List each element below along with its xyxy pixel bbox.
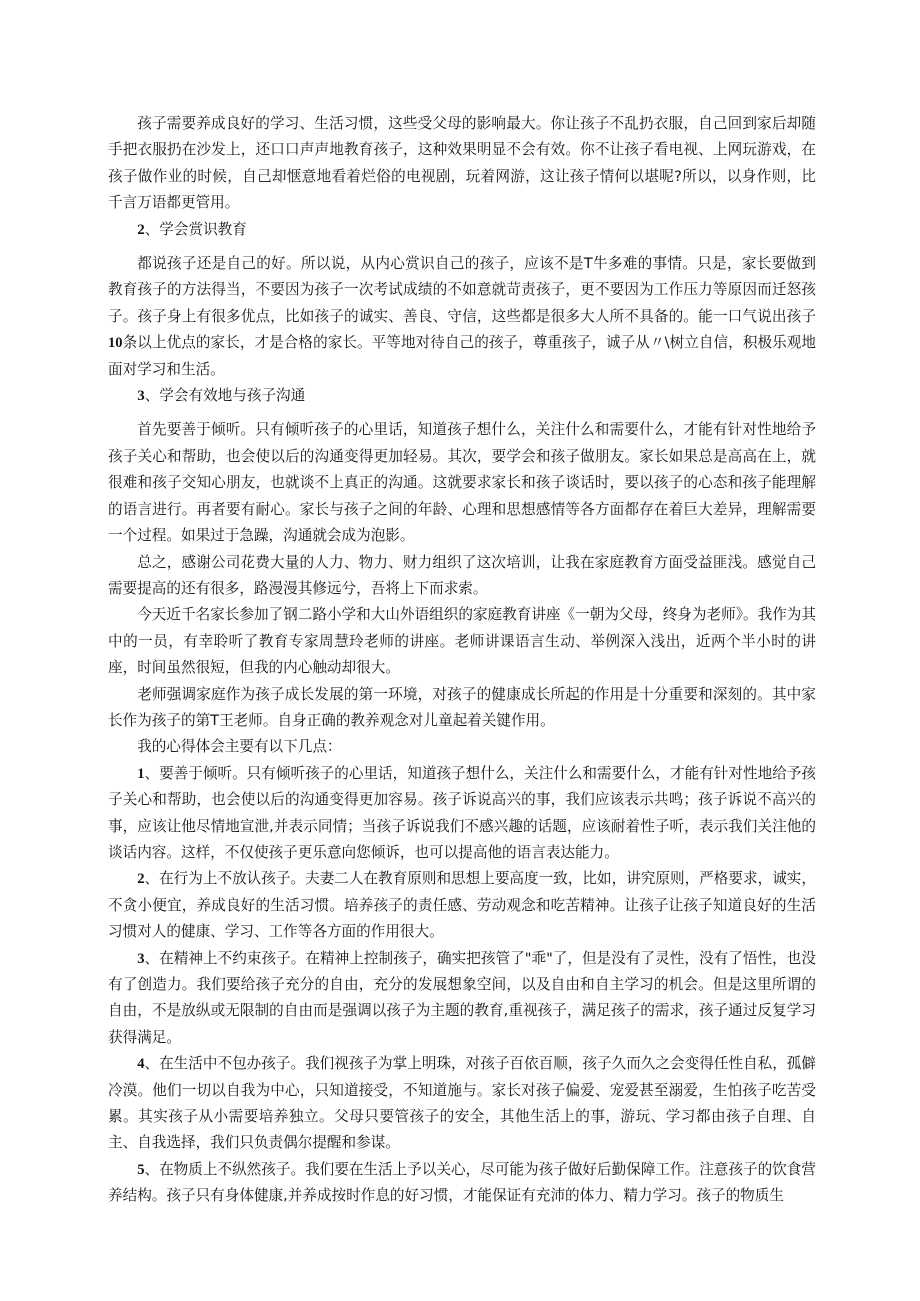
item-number: 5 [137, 1161, 145, 1178]
heading-appreciation-education [108, 217, 816, 243]
list-item-5 [108, 1157, 816, 1210]
list-item-1 [108, 761, 816, 867]
item-text: 、在行为上不放认孩子。夫妻二人在教育原则和思想上要高度一致，比如，讲究原则，严格要求，诚实，不贪小便宜，养成良好的生活习惯。培养孩子的责任感、劳动观念和吃苦精神。让孩子让孩子知道良好的生活习惯对人的健康、学习、工作等各方面的作用很大。 [108, 870, 816, 941]
list-item-4 [108, 1051, 816, 1157]
paragraph-conclusion: 总之，感谢公司花费大量的人力、物力、财力组织了这次培训，让我在家庭教育方面受益匪浅。感觉自己需要提高的还有很多，路漫漫其修远兮，吾将上下而求索。 [108, 553, 816, 597]
heading-number: 2 [137, 221, 145, 238]
paragraph-family-environment: 老师强调家庭作为孩子成长发展的第一环境，对孩子的健康成长所起的作用是十分重要和深刻的。其中家长作为孩子的第T王老师。自身正确的教养观念对儿童起着关键作用。 [108, 685, 816, 729]
item-number: 3 [137, 950, 145, 967]
paragraph-living-habits: 孩子需要养成良好的学习、生活习惯，这些受父母的影响最大。你让孩子不乱扔衣服，自己回到家后却随手把衣服扔在沙发上，还口口声声地教育孩子，这种效果明显不会有效。你不让孩子看电视、上网玩游戏，在孩子做作业的时候，自己却惬意地看着烂俗的电视剧，玩着网游，这让孩子情何以堪呢?所以，以身作则，比千言万语都更管用。 [108, 115, 816, 212]
paragraph-listening: 首先要善于倾听。只有倾听孩子的心里话，知道孩子想什么，关注什么和需要什么，才能有针对性地给予孩子关心和帮助，也会使以后的沟通变得更加轻易。其次，要学会和孩子做朋友。家长如果总是高高在上，就很难和孩子交知心朋友，也就谈不上真正的沟通。这就要求家长和孩子谈话时，要以孩子的心态和孩子能理解的语言进行。再者要有耐心。家长与孩子之间的年龄、心理和思想感情等各方面都存在着巨大差异，理解需要一个过程。如果过于急躁，沟通就会成为泡影。 [108, 421, 816, 545]
heading-number: 3 [137, 388, 145, 405]
heading-text: 、学会赏识教育 [144, 220, 247, 238]
paragraph-text: 都说孩子还是自己的好。所以说，从内心赏识自己的孩子，应该不是T牛多难的事情。只是，家长要做到教育孩子的方法得当，不要因为孩子一次考试成绩的不如意就苛责孩子，更不要因为工作压力等原因而迁怒孩子。孩子身上有很多优点，比如孩子的诚实、善良、守信，这些都是很多大人所不具备的。能一口气说出孩子 [108, 255, 816, 325]
item-text: 、在生活中不包办孩子。我们视孩子为掌上明珠，对孩子百依百顺，孩子久而久之会变得任性自私，孤僻冷漠。他们一切以自我为中心，只知道接受，不知道施与。家长对孩子偏爱、宠爱甚至溺爱，生怕孩子吃苦受累。其实孩子从小需要培养独立。父母只要管孩子的安全，其他生活上的事，游玩、学习都由孩子自理、自主、自我选择，我们只负责偶尔提醒和参谋。 [108, 1055, 816, 1152]
item-number: 1 [137, 765, 145, 782]
item-text: 、要善于倾听。只有倾听孩子的心里话，知道孩子想什么，关注什么和需要什么，才能有针对性地给予孩子关心和帮助，也会使以后的沟通变得更加容易。孩子诉说高兴的事，我们应该表示共鸣；孩子诉说不高兴的事，应该让他尽情地宣泄,并表示同情；当孩子诉说我们不感兴趣的话题，应该耐着性子听，表示我们关注他的谈话内容。这样，不仅使孩子更乐意向您倾诉，也可以提高他的语言表达能力。 [108, 764, 816, 861]
paragraph-lecture-intro: 今天近千名家长参加了钢二路小学和大山外语组织的家庭教育讲座《一朝为父母，终身为老师》。我作为其中的一员，有幸聆听了教育专家周慧玲老师的讲座。老师讲课语言生动、举例深入浅出，近两个半小时的讲座，时间虽然很短，但我的内心触动却很大。 [108, 606, 816, 677]
heading-effective-communication [108, 383, 816, 409]
heading-text: 、学会有效地与孩子沟通 [144, 387, 306, 405]
paragraph-experience-intro: 我的心得体会主要有以下几点： [137, 738, 342, 756]
item-text: 、在精神上不约束孩子。在精神上控制孩子，确实把孩管了"乖"了，但是没有了灵性，没有了悟性，也没有了创造力。我们要给孩子充分的自由，充分的发展想象空间，以及自由和自主学习的机会。但是这里所谓的自由，不是放纵或无限制的自由而是强调以孩子为主题的教育,重视孩子，满足孩子的需求，孩子通过反复学习获得满足。 [108, 949, 816, 1046]
item-text: 、在物质上不纵然孩子。我们要在生活上予以关心，尽可能为孩子做好后勤保障工作。注意孩子的饮食营养结构。孩子只有身体健康,并养成按时作息的好习惯，才能保证有充沛的体力、精力学习。孩子的物质生 [108, 1160, 816, 1205]
list-item-2 [108, 866, 816, 945]
document-page [108, 111, 816, 1210]
paragraph-text-rest: 条以上优点的家长，才是合格的家长。平等地对待自己的孩子，尊重孩子，诚子从〃\树立自信，积极乐观地面对学习和生活。 [108, 334, 816, 378]
bold-number: 10 [108, 335, 123, 352]
paragraph-appreciate-child [108, 251, 816, 383]
item-number: 2 [137, 871, 145, 888]
item-number: 4 [137, 1056, 145, 1073]
list-item-3 [108, 946, 816, 1052]
